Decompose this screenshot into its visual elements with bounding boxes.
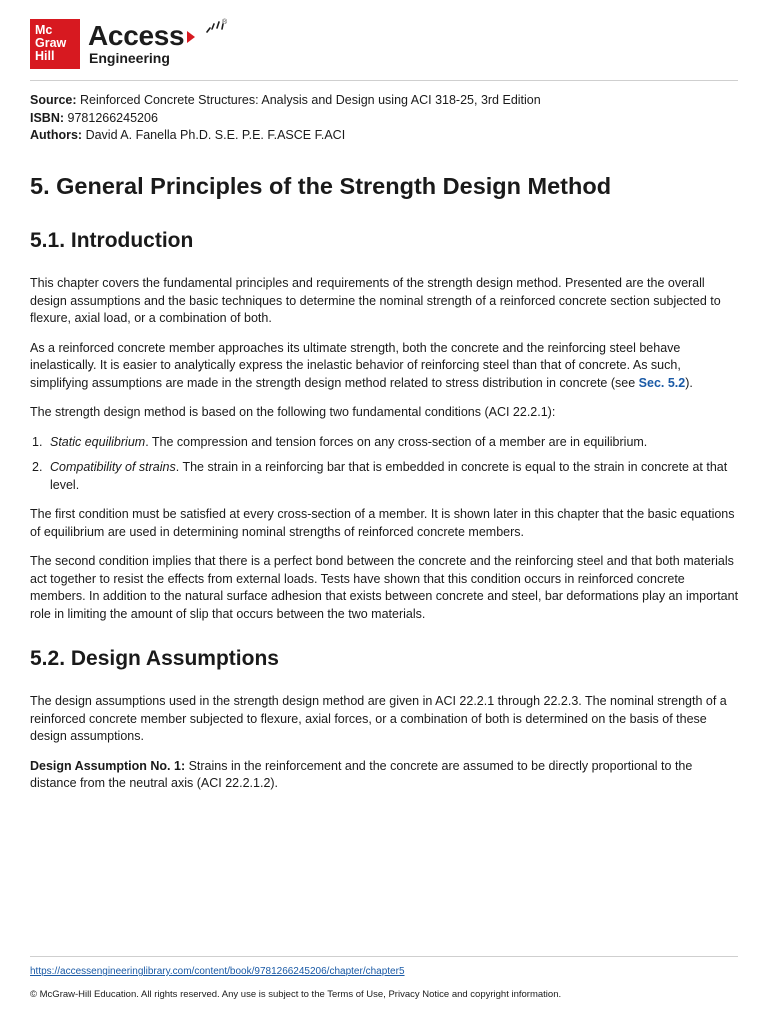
intro-p2-text: As a reinforced concrete member approaches its ultimate strength, both the concrete and the reinforcing steel behave inelastically. It is easier to analytically express the inelastic behavior of reinforcing steel than that of concrete. As such, simplifying assumptions are made in the strength design method related to stress distribution in concrete (see <box>30 340 681 390</box>
access-engineering-logo[interactable] <box>88 19 228 69</box>
source-label: Source: <box>30 93 77 107</box>
logo-line-2: Graw <box>35 36 67 50</box>
list-item-text: . The strain in a reinforcing bar that is embedded in concrete is equal to the strain in concrete at that level. <box>50 460 728 492</box>
section-heading-introduction: 5.1. Introduction <box>30 229 194 252</box>
authors-label: Authors: <box>30 128 83 142</box>
intro-paragraph-2 <box>30 340 742 393</box>
intro-paragraph-1: This chapter covers the fundamental principles and requirements of the strength design method. Presented are the overall design assumptions and the basic techniques to determine the nominal strength of a reinforced concrete section subjected to flexure, axial load, or a combination of both. <box>30 276 721 325</box>
list-item-number: 1. <box>32 434 43 449</box>
assumptions-paragraph-1: The design assumptions used in the strength design method are given in ACI 22.2.1 through 22.2.3. The nominal strength of a reinforced concrete member subjected to flexure, axial forces, or a combination of both is determined on the basis of these design assumptions. <box>30 694 727 743</box>
registered-mark: ® <box>222 19 228 26</box>
list-item-term: Compatibility of strains <box>50 460 176 474</box>
chapter-content <box>30 170 742 805</box>
list-item-text: . The compression and tension forces on any cross-section of a member are in equilibrium. <box>145 434 648 449</box>
brand-engineering: Engineering <box>89 50 170 66</box>
list-item <box>30 434 742 452</box>
source-value: Reinforced Concrete Structures: Analysis and Design using ACI 318-25, 3rd Edition <box>80 93 541 107</box>
list-item-number: 2. <box>32 460 43 474</box>
sec-5-2-link[interactable]: Sec. 5.2 <box>638 375 686 390</box>
assumption-1-text: Strains in the reinforcement and the concrete are assumed to be directly proportional to the distance from the neutral axis (ACI 22.2.1.2). <box>30 758 693 790</box>
intro-paragraph-4: The first condition must be satisfied at every cross-section of a member. It is shown later in this chapter that the basic equations of equilibrium are used in determining nominal strengths of reinforced concrete members. <box>30 507 735 539</box>
assumption-1-paragraph <box>30 758 742 793</box>
assumption-1-label: Design Assumption No. 1: <box>30 758 186 773</box>
intro-p2-end: ). <box>685 375 693 390</box>
list-item <box>30 459 742 494</box>
intro-paragraph-3: The strength design method is based on the following two fundamental conditions (ACI 22.2.1): <box>30 405 556 419</box>
arrow-icon <box>187 31 195 43</box>
isbn-value: 9781266245206 <box>67 110 158 125</box>
section-heading-design-assumptions: 5.2. Design Assumptions <box>30 647 279 670</box>
brand-access-text: Access <box>88 20 185 51</box>
isbn-label: ISBN: <box>30 110 65 125</box>
logo-line-1: Mc <box>35 23 53 37</box>
authors-value: David A. Fanella Ph.D. S.E. P.E. F.ASCE F.ACI <box>85 128 346 142</box>
header-divider <box>30 80 738 81</box>
list-item-body <box>50 459 742 494</box>
chapter-title: 5. General Principles of the Strength Design Method <box>30 173 612 199</box>
chapter-url-link[interactable]: https://accessengineeringlibrary.com/content/book/9781266245206/chapter/chapter5 <box>30 966 405 977</box>
list-item-body <box>50 434 647 452</box>
isbn-line <box>30 110 541 128</box>
intro-paragraph-5: The second condition implies that there is a perfect bond between the concrete and the reinforcing steel and that both materials act together to resist the effects from external loads. Tests have shown that this condition occurs in reinforced concrete members. In addition to the natural surface adhesion that exists between concrete and steel, bar deformations play an important role in limiting the amount of slip that occurs between the two materials. <box>30 554 739 621</box>
footer-divider <box>30 956 738 957</box>
list-item-term: Static equilibrium <box>50 434 146 449</box>
authors-line <box>30 127 541 145</box>
logo-line-3: Hill <box>35 49 55 63</box>
source-metadata <box>30 92 541 145</box>
conditions-list <box>30 434 742 495</box>
brand-access <box>88 21 195 51</box>
copyright-notice: © McGraw-Hill Education. All rights reserved. Any use is subject to the Terms of Use, Privacy Notice and copyright information. <box>30 989 562 1000</box>
mcgraw-hill-logo[interactable] <box>30 19 80 69</box>
site-header <box>30 18 228 70</box>
source-line <box>30 92 541 110</box>
